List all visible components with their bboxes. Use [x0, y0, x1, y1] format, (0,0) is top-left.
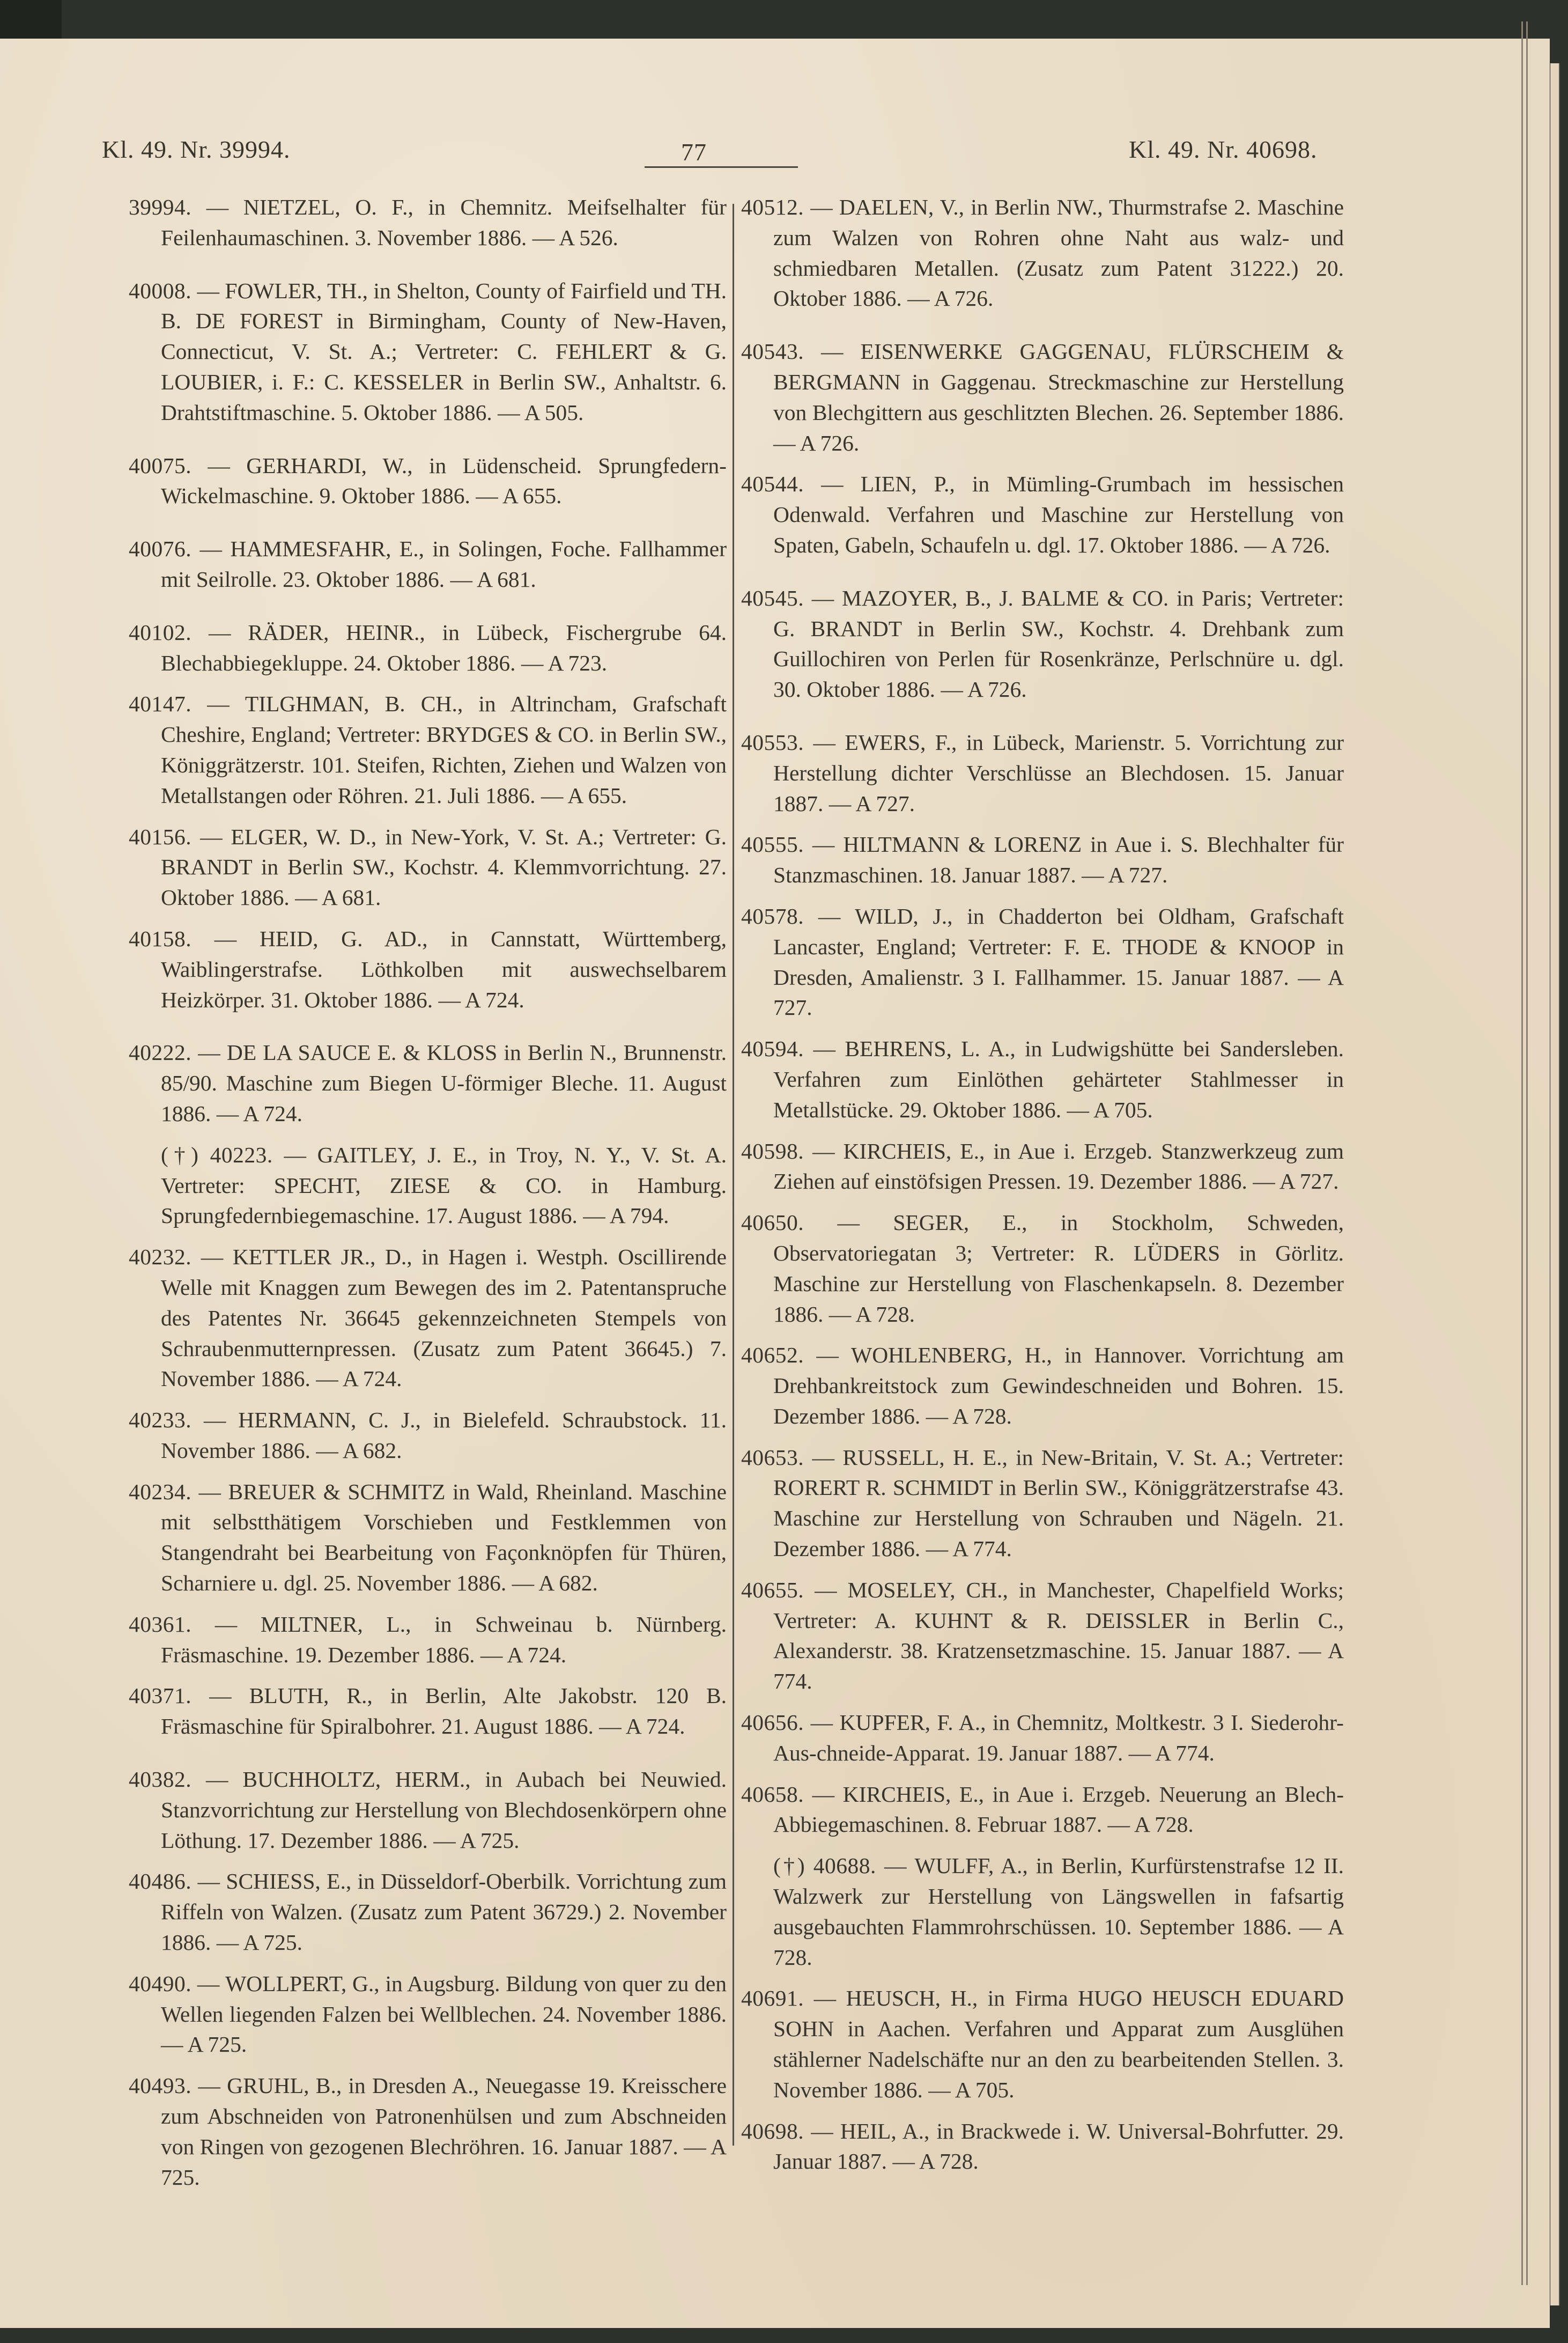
- dash-separator: —: [191, 1683, 249, 1708]
- patent-number: 40486.: [129, 1869, 192, 1894]
- patent-number: 40234.: [129, 1479, 192, 1504]
- patent-number: 40382.: [129, 1767, 192, 1792]
- patent-entry: [129, 1969, 727, 2060]
- patentee-name: KUPFER, F. A.,: [839, 1710, 986, 1735]
- patent-description: in Shelton, County of Fairfield und TH. B. DE FOREST in Birmingham, County of New-Haven, Connecticut, V. St. A.; Vertreter: C. FEHLERT & G. LOUBIER, i. F.: C. KESSELER in Berlin SW., Anhaltstr. 6. Drahtstiftmaschine. 5. Oktober 1886. — A 505.: [161, 278, 727, 425]
- patent-description: in Aue i. Erzgeb. Neuerung an Blech-Abbiegemaschinen. 8. Februar 1887. — A 728.: [773, 1781, 1344, 1837]
- patent-number: 40232.: [129, 1244, 192, 1270]
- dash-separator: —: [191, 620, 248, 645]
- patent-number: 40698.: [741, 2118, 804, 2143]
- patent-number: 40158.: [129, 926, 192, 951]
- dash-separator: —: [191, 1971, 226, 1996]
- patent-entry: [741, 1340, 1344, 1431]
- patent-entry: [741, 583, 1344, 705]
- patent-entry: [129, 1037, 727, 1129]
- patent-entry: [129, 1477, 727, 1598]
- dash-separator: —: [191, 2073, 227, 2098]
- patentee-name: DE LA SAUCE E. & KLOSS: [226, 1040, 498, 1065]
- patent-number: 40652.: [741, 1343, 804, 1368]
- patent-entry: [741, 1575, 1344, 1697]
- patentee-name: MAZOYER, B., J. BALME & CO.: [841, 585, 1169, 610]
- patentee-name: LIEN, P.,: [860, 471, 955, 497]
- patentee-name: WOLLPERT, G.,: [225, 1971, 380, 1996]
- patent-description: in Mümling-Grumbach im hessischen Odenwald. Verfahren und Maschine zur Herstellung von Spaten, Gabeln, Schaufeln u. dgl. 17. Oktober 1886. — A 726.: [773, 471, 1344, 557]
- patent-description: in Chadderton bei Oldham, Grafschaft Lancaster, England; Vertreter: F. E. THODE & KNOOP in Dresden, Amalienstr. 3 I. Fallhammer. 15. Januar 1887. — A 727.: [773, 903, 1344, 1020]
- patentee-name: KETTLER JR., D.,: [232, 1244, 412, 1270]
- patent-entry: [741, 829, 1344, 890]
- patentee-name: HEUSCH, H.,: [846, 1986, 978, 2011]
- binding-strip: [0, 0, 62, 39]
- patentee-name: KIRCHEIS, E.,: [842, 1781, 985, 1807]
- patent-description: in Düsseldorf-Oberbilk. Vorrichtung zum Riffeln von Walzen. (Zusatz zum Patent 36729.) 2. November 1886. — A 725.: [161, 1869, 727, 1955]
- patent-number: 40371.: [129, 1683, 192, 1708]
- patent-entry: [129, 689, 727, 811]
- dash-separator: —: [272, 1142, 317, 1167]
- patent-number: 40545.: [741, 585, 804, 610]
- patent-number: 40691.: [741, 1986, 804, 2011]
- header-right-class-number: Kl. 49. Nr. 40698.: [1129, 136, 1318, 163]
- patent-entry: [129, 1609, 727, 1670]
- patent-entry: [741, 1034, 1344, 1125]
- patent-number: 40543.: [741, 339, 804, 364]
- patentee-name: EISENWERKE GAGGENAU, FLÜRSCHEIM & BERGMANN: [773, 339, 1344, 394]
- patent-description: in Aue i. S. Blechhalter für Stanzmaschinen. 18. Januar 1887. — A 727.: [773, 832, 1344, 888]
- dash-separator: —: [191, 278, 225, 303]
- patent-description: in Berlin N., Brunnenstr. 85/90. Maschine zum Biegen U-förmiger Bleche. 11. August 1886. — A 724.: [161, 1040, 727, 1126]
- column-divider: [733, 204, 734, 2146]
- patent-description: in Bielefeld. Schraubstock. 11. November 1886. — A 682.: [161, 1408, 727, 1463]
- patentee-name: TILGHMAN, B. CH.,: [245, 691, 463, 717]
- patentee-name: BEHRENS, L. A.,: [845, 1036, 1016, 1062]
- patent-entry: [741, 1851, 1344, 1972]
- patent-entry: [741, 1779, 1344, 1840]
- dash-separator: —: [804, 903, 855, 929]
- patent-number: 40553.: [741, 730, 804, 755]
- dash-separator: —: [191, 195, 243, 219]
- dash-separator: —: [191, 1479, 228, 1504]
- patent-number: 40076.: [129, 536, 192, 562]
- page-number-rule: [645, 166, 798, 168]
- patentee-name: HEID, G. AD.,: [259, 926, 428, 951]
- patent-number: 40598.: [741, 1138, 804, 1163]
- patent-description: in Stockholm, Schweden, Observatoriegatan 3; Vertreter: R. LÜDERS in Görlitz. Maschine zur Herstellung von Flaschenkapseln. 8. Dezember 1886. — A 728.: [773, 1210, 1344, 1327]
- dash-separator: —: [804, 1036, 845, 1062]
- page-number: 77: [681, 138, 707, 166]
- patentee-name: HAMMESFAHR, E.,: [230, 536, 424, 562]
- patent-number: 40512.: [741, 195, 804, 219]
- page-edge-line: [1526, 21, 1528, 2285]
- patent-number: 40361.: [129, 1611, 192, 1637]
- dash-separator: —: [191, 824, 231, 849]
- patent-description: in Lüdenscheid. Sprungfedern-Wickelmaschine. 9. Oktober 1886. — A 655.: [161, 453, 727, 509]
- patent-number: 40008.: [129, 278, 192, 303]
- patentee-name: WULFF, A.,: [914, 1853, 1028, 1878]
- patent-entry: [741, 336, 1344, 458]
- patent-number: 40594.: [741, 1036, 804, 1062]
- patent-number: 40656.: [741, 1710, 804, 1735]
- dash-separator: —: [191, 1244, 233, 1270]
- patent-description: in Berlin, Kurfürstenstrafse 12 II. Walzwerk zur Herstellung von Längswellen in fafsartig ausgebauchten Flammrohrschüssen. 10. September 1886. — A 728.: [773, 1853, 1344, 1970]
- patentee-name: WOHLENBERG, H.,: [851, 1343, 1052, 1368]
- patent-entry: [741, 901, 1344, 1023]
- dash-separator: —: [191, 1611, 261, 1637]
- patentee-name: FOWLER, TH.,: [225, 278, 368, 303]
- patent-description: in Chemnitz, Moltkestr. 3 I. Siederohr-Aus-chneide-Apparat. 19. Januar 1887. — A 774.: [773, 1710, 1344, 1765]
- patentee-name: BUCHHOLTZ, HERM.,: [242, 1767, 471, 1792]
- patent-entry: [741, 1207, 1344, 1329]
- patent-entry: [129, 192, 727, 253]
- patent-entry: [129, 1866, 727, 1957]
- patentee-name: MILTNER, L.,: [260, 1611, 411, 1637]
- patent-number: 40658.: [741, 1781, 804, 1807]
- patentee-name: SCHIESS, E.,: [226, 1869, 352, 1894]
- patent-entry: [741, 727, 1344, 819]
- right-column: [741, 192, 1344, 2187]
- patentee-name: GERHARDI, W.,: [246, 453, 413, 478]
- patent-description: in Troy, N. Y., V. St. A. Vertreter: SPECHT, ZIESE & CO. in Hamburg. Sprungfedernbiegemaschine. 17. August 1886. — A 794.: [161, 1142, 727, 1228]
- dash-separator: —: [804, 471, 861, 497]
- dash-separator: —: [804, 730, 845, 755]
- patent-entry: [129, 451, 727, 512]
- dash-separator: —: [804, 339, 861, 364]
- dash-separator: —: [876, 1853, 915, 1878]
- dash-separator: —: [191, 691, 245, 717]
- patent-number: (†) 40223.: [161, 1142, 273, 1167]
- dash-separator: —: [191, 1408, 239, 1433]
- patent-entry: [129, 1140, 727, 1231]
- dash-separator: —: [191, 1040, 227, 1065]
- left-column: [129, 192, 727, 2203]
- patent-description: in Schweinau b. Nürnberg. Fräsmaschine. 19. Dezember 1886. — A 724.: [161, 1611, 727, 1667]
- patent-entry: [129, 2071, 727, 2192]
- patent-number: 39994.: [129, 195, 192, 219]
- patent-description: in Berlin, Alte Jakobstr. 120 B. Fräsmaschine für Spiralbohrer. 21. August 1886. — A 724.: [161, 1683, 727, 1739]
- dash-separator: —: [804, 1986, 846, 2011]
- header-left-class-number: Kl. 49. Nr. 39994.: [102, 136, 291, 163]
- dash-separator: —: [804, 832, 844, 857]
- patent-description: in Hannover. Vorrichtung am Drehbankreitstock zum Gewindeschneiden und Bohren. 15. Dezember 1886. — A 728.: [773, 1343, 1344, 1428]
- patentee-name: HEIL, A.,: [840, 2118, 930, 2143]
- patentee-name: HERMANN, C. J.,: [238, 1408, 421, 1433]
- patent-entry: [741, 1136, 1344, 1197]
- page-edge-line: [1521, 21, 1523, 2285]
- patent-description: in Paris; Vertreter: G. BRANDT in Berlin SW., Kochstr. 4. Drehbank zum Guillochiren von Perlen für Rosenkränze, Perlschnüre u. dgl. 30. Oktober 1886. — A 726.: [773, 585, 1344, 702]
- patent-number: 40490.: [129, 1971, 192, 1996]
- patentee-name: GRUHL, B.,: [227, 2073, 342, 2098]
- patent-entry: [129, 1242, 727, 1394]
- patentee-name: RÄDER, HEINR.,: [248, 620, 425, 645]
- patent-entry: [129, 276, 727, 428]
- patent-number: 40233.: [129, 1408, 192, 1433]
- patent-description: in Altrincham, Grafschaft Cheshire, England; Vertreter: BRYDGES & CO. in Berlin SW., Königgrätzerstr. 101. Steifen, Richten, Ziehen und Walzen von Metallstangen oder Röhren. 21. Juli 1886. — A 655.: [161, 691, 727, 808]
- patent-description: in Aubach bei Neuwied. Stanzvorrichtung zur Herstellung von Blechdosenkörpern ohne Löthung. 17. Dezember 1886. — A 725.: [161, 1767, 727, 1853]
- dash-separator: —: [804, 1138, 844, 1163]
- patentee-name: GAITLEY, J. E.,: [317, 1142, 478, 1167]
- patent-entry: [741, 2116, 1344, 2177]
- patent-description: in Cannstatt, Württemberg, Waiblingerstrafse. Löthkolben mit auswechselbarem Heizkörper. 31. Oktober 1886. — A 724.: [161, 926, 727, 1012]
- dash-separator: —: [804, 1210, 893, 1235]
- patent-description: in Augsburg. Bildung von quer zu den Wellen liegenden Falzen bei Wellblechen. 24. November 1886. — A 725.: [161, 1971, 727, 2057]
- dash-separator: —: [191, 926, 260, 951]
- dash-separator: —: [191, 1767, 243, 1792]
- patent-entry: [129, 822, 727, 913]
- patent-entry: [129, 617, 727, 679]
- patent-description: in New-Britain, V. St. A.; Vertreter: RORERT R. SCHMIDT in Berlin SW., Königgrätzerstrafse 43. Maschine zur Herstellung von Schrauben und Nägeln. 21. Dezember 1886. — A 774.: [773, 1445, 1344, 1561]
- patent-description: in Chemnitz. Meifselhalter für Feilenhaumaschinen. 3. November 1886. — A 526.: [161, 195, 727, 250]
- patentee-name: BLUTH, R.,: [249, 1683, 373, 1708]
- patent-description: in Aue i. Erzgeb. Stanzwerkzeug zum Ziehen auf einstöfsigen Pressen. 19. Dezember 1886. — A 727.: [773, 1138, 1344, 1194]
- patent-description: in Hagen i. Westph. Oscillirende Welle mit Knaggen zum Bewegen des im 2. Patentanspruche des Patentes Nr. 36645 gekennzeichneten Stempels von Schraubenmutternpressen. (Zusatz zum Patent 36645.) 7. November 1886. — A 724.: [161, 1244, 727, 1391]
- dash-separator: —: [804, 585, 842, 610]
- dash-separator: —: [804, 2118, 840, 2143]
- patent-description: in Dresden A., Neuegasse 19. Kreisschere zum Abschneiden von Patronenhülsen und zum Abschneiden von Ringen von gezogenen Blechröhren. 16. Januar 1887. — A 725.: [161, 2073, 727, 2190]
- patent-description: in Firma HUGO HEUSCH EDUARD SOHN in Aachen. Verfahren und Apparat zum Ausglühen stählerner Nadelschäfte nur an den zu bearbeitenden Stellen. 3. November 1886. — A 705.: [773, 1986, 1344, 2102]
- patent-number: (†) 40688.: [773, 1853, 876, 1878]
- patent-number: 40655.: [741, 1577, 804, 1602]
- dash-separator: —: [804, 1445, 843, 1470]
- patentee-name: DAELEN, V.,: [839, 195, 965, 219]
- patentee-name: RUSSELL, H. E.,: [842, 1445, 1008, 1470]
- patent-entry: [129, 1764, 727, 1855]
- dash-separator: —: [804, 1781, 843, 1807]
- dash-separator: —: [191, 453, 247, 478]
- patent-description: in New-York, V. St. A.; Vertreter: G. BRANDT in Berlin SW., Kochstr. 4. Klemmvorrichtung. 27. Oktober 1886. — A 681.: [161, 824, 727, 910]
- patent-number: 40156.: [129, 824, 192, 849]
- patent-number: 40493.: [129, 2073, 192, 2098]
- patent-description: in Berlin NW., Thurmstrafse 2. Maschine zum Walzen von Rohren ohne Naht aus walz- und schmiedbaren Metallen. (Zusatz zum Patent 31222.) 20. Oktober 1886. — A 726.: [773, 195, 1344, 311]
- patentee-name: BREUER & SCHMITZ: [228, 1479, 446, 1504]
- patent-number: 40653.: [741, 1445, 804, 1470]
- page-leaf-edge: [1550, 63, 1560, 2305]
- patentee-name: SEGER, E.,: [893, 1210, 1027, 1235]
- patent-description: in Lübeck, Marienstr. 5. Vorrichtung zur Herstellung dichter Verschlüsse an Blechdosen. 15. Januar 1887. — A 727.: [773, 730, 1344, 816]
- patent-number: 40147.: [129, 691, 192, 717]
- patent-description: in Solingen, Foche. Fallhammer mit Seilrolle. 23. Oktober 1886. — A 681.: [161, 536, 727, 592]
- patent-entry: [741, 469, 1344, 560]
- patent-number: 40650.: [741, 1210, 804, 1235]
- patent-entry: [741, 1707, 1344, 1769]
- patentee-name: KIRCHEIS, E.,: [843, 1138, 985, 1163]
- patent-number: 40544.: [741, 471, 804, 497]
- patent-number: 40555.: [741, 832, 804, 857]
- patentee-name: ELGER, W. D.,: [231, 824, 377, 849]
- dash-separator: —: [191, 1869, 226, 1894]
- dash-separator: —: [804, 1343, 852, 1368]
- patent-description: in Brackwede i. W. Universal-Bohrfutter. 29. Januar 1887. — A 728.: [773, 2118, 1344, 2174]
- patent-entry: [741, 1983, 1344, 2105]
- patent-description: in Lübeck, Fischergrube 64. Blechabbiegekluppe. 24. Oktober 1886. — A 723.: [161, 620, 727, 675]
- patent-number: 40578.: [741, 903, 804, 929]
- patentee-name: NIETZEL, O. F.,: [243, 195, 413, 219]
- patent-entry: [129, 924, 727, 1015]
- patent-entry: [741, 1442, 1344, 1564]
- patent-number: 40222.: [129, 1040, 192, 1065]
- patentee-name: EWERS, F.,: [845, 730, 957, 755]
- patentee-name: HILTMANN & LORENZ: [843, 832, 1082, 857]
- patent-number: 40102.: [129, 620, 192, 645]
- patent-description: in Manchester, Chapelfield Works; Vertreter: A. KUHNT & R. DEISSLER in Berlin C., Alexanderstr. 38. Kratzensetzmaschine. 15. Januar 1887. — A 774.: [773, 1577, 1344, 1694]
- dash-separator: —: [191, 536, 231, 562]
- patent-entry: [129, 534, 727, 595]
- patent-entry: [129, 1681, 727, 1742]
- dash-separator: —: [804, 195, 839, 219]
- patentee-name: MOSELEY, CH.,: [847, 1577, 1008, 1602]
- patent-entry: [129, 1405, 727, 1466]
- patent-description: in Wald, Rheinland. Maschine mit selbstthätigem Vorschieben und Festklemmen von Stangendraht bei Bearbeitung von Façonknöpfen für Thüren, Scharniere u. dgl. 25. November 1886. — A 682.: [161, 1479, 727, 1596]
- patent-number: 40075.: [129, 453, 192, 478]
- patentee-name: WILD, J.,: [855, 903, 953, 929]
- dash-separator: —: [804, 1577, 848, 1602]
- patent-description: in Ludwigshütte bei Sandersleben. Verfahren zum Einlöthen gehärteter Stahlmesser in Metallstücke. 29. Oktober 1886. — A 705.: [773, 1036, 1344, 1122]
- running-header: [0, 135, 1568, 178]
- patent-entry: [741, 192, 1344, 314]
- dash-separator: —: [804, 1710, 840, 1735]
- patent-description: in Gaggenau. Streckmaschine zur Herstellung von Blechgittern aus geschlitzten Blechen. 26. September 1886. — A 726.: [773, 369, 1344, 455]
